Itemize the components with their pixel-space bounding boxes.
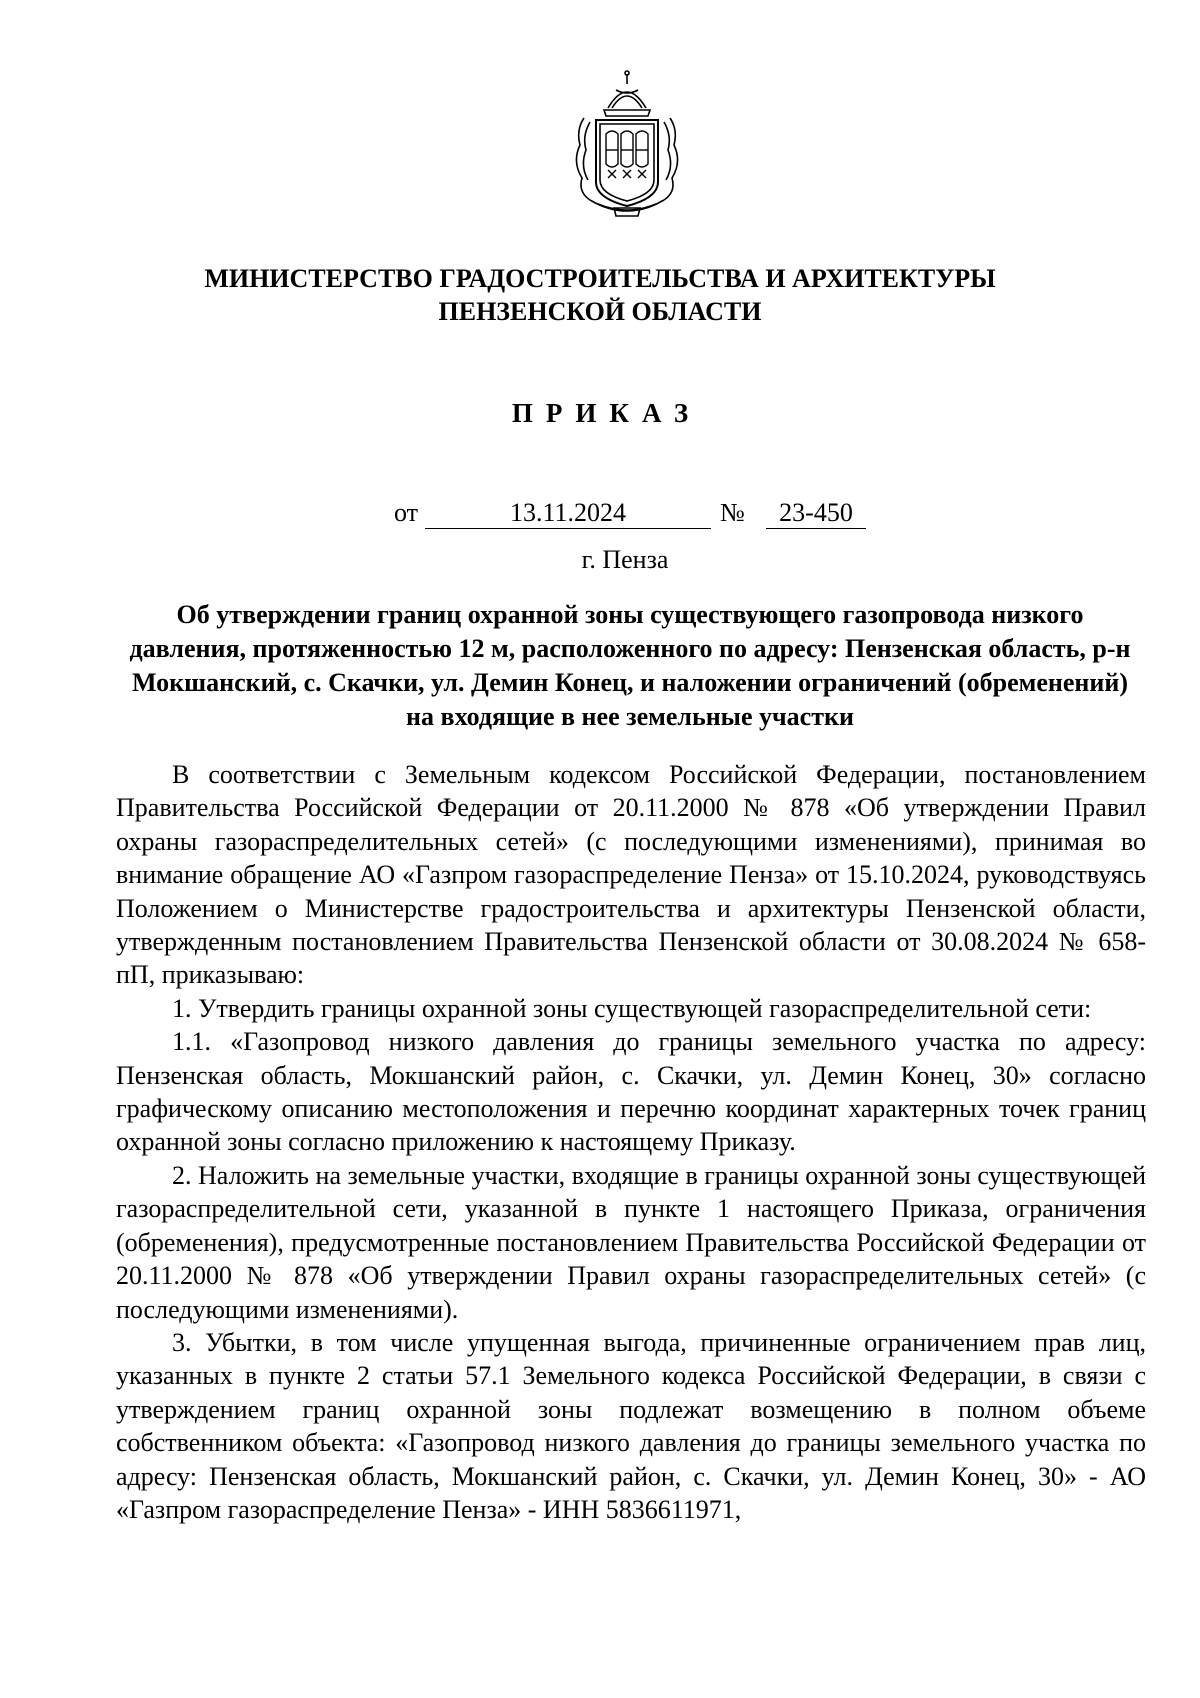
ministry-line-1: МИНИСТЕРСТВО ГРАДОСТРОИТЕЛЬСТВА И АРХИТЕКТУРЫ [204,264,996,293]
coat-of-arms-icon [568,70,686,220]
city: г. Пенза [581,545,669,574]
order-title: ПРИКАЗ [511,398,702,428]
order-date: 13.11.2024 [425,498,711,529]
from-label: от [394,498,419,527]
paragraph-item-1: 1. Утвердить границы охранной зоны существующей газораспределительной сети: [172,993,1092,1023]
order-number: 23-450 [766,498,866,529]
number-sign: № [720,498,745,527]
order-body [116,758,1146,1526]
ministry-line-2: ПЕНЗЕНСКОЙ ОБЛАСТИ [438,297,762,326]
paragraph-item-2: 2. Наложить на земельные участки, входящие в границы охранной зоны существующей газораспределительной сети, указанной в пункте 1 настоящего Приказа, ограничения (обременения), предусмотренные постановлением Правительства Российской Федерации от 20.11.2000 № 878 «Об утверждении Правил охраны газораспределительных сетей» (с последующими изменениями). [116,1160,1146,1324]
paragraph-item-1-1: 1.1. «Газопровод низкого давления до границы земельного участка по адресу: Пензенская область, Мокшанский район, с. Скачки, ул. Демин Конец, 30» согласно графическому описанию местоположения и перечню координат характерных точек границ охранной зоны согласно приложению к настоящему Приказу. [116,1027,1146,1157]
order-subject: Об утверждении границ охранной зоны существующего газопровода низкого давления, протяженностью 12 м, расположенного по адресу: Пензенская область, р-н Мокшанский, с. Скачки, ул. Демин Конец, и наложении ограничений (обременений) на входящие в нее земельные участки [129,600,1131,731]
paragraph-item-3: 3. Убытки, в том числе упущенная выгода, причиненные ограничением прав лиц, указанных в пункте 2 статьи 57.1 Земельного кодекса Российской Федерации, в связи с утверждением границ охранной зоны подлежат возмещению в полном объеме собственником объекта: «Газопровод низкого давления до границы земельного участка по адресу: Пензенская область, Мокшанский район, с. Скачки, ул. Демин Конец, 30» - АО «Газпром газораспределение Пенза» - ИНН 5836611971, [116,1327,1146,1524]
paragraph-preamble: В соответствии с Земельным кодексом Российской Федерации, постановлением Правительства Российской Федерации от 20.11.2000 № 878 «Об утверждении Правил охраны газораспределительных сетей» (с последующими изменениями), принимая во внимание обращение АО «Газпром газораспределение Пенза» от 15.10.2024, руководствуясь Положением о Министерстве градостроительства и архитектуры Пензенской области, утвержденным постановлением Правительства Пензенской области от 30.08.2024 № 658-пП, приказываю: [116,760,1146,990]
ministry-name [0,262,1200,328]
